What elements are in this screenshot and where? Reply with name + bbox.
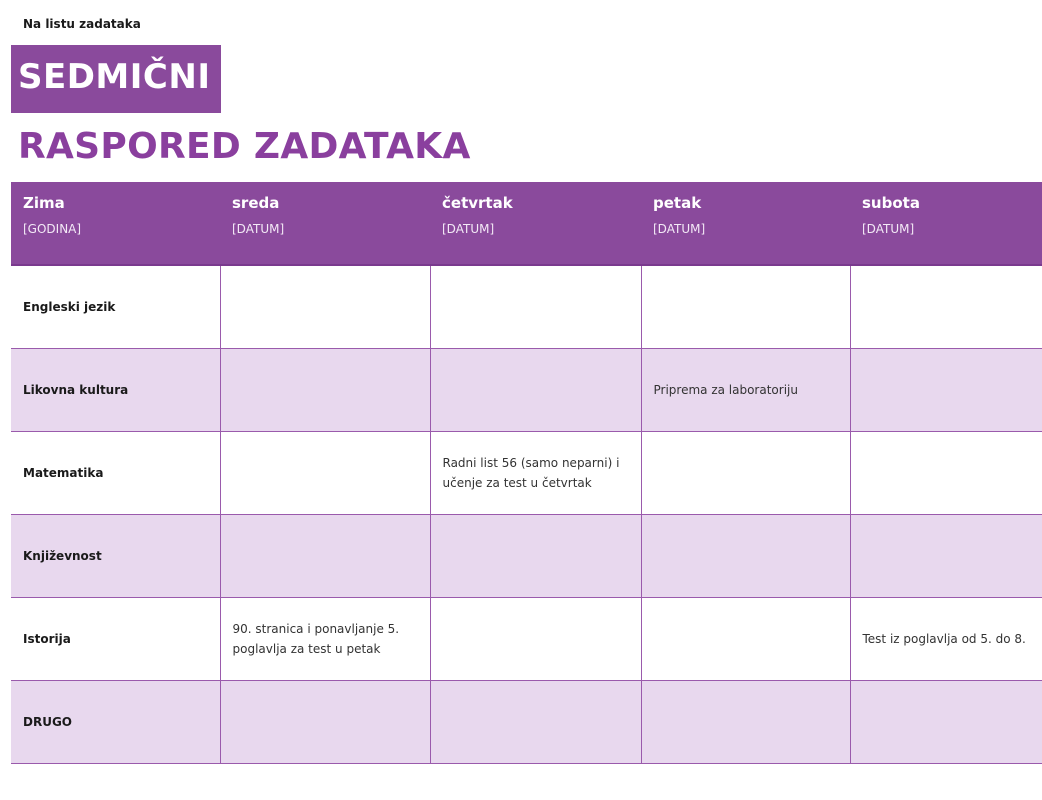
subject-cell[interactable]: Istorija	[11, 597, 220, 680]
task-cell[interactable]	[220, 680, 430, 763]
task-cell[interactable]	[430, 514, 641, 597]
task-cell[interactable]: Test iz poglavlja od 5. do 8.	[850, 597, 1042, 680]
table-row	[11, 348, 1042, 431]
header-day-cell[interactable]	[850, 182, 1042, 265]
date-placeholder: [DATUM]	[653, 222, 706, 236]
page-subtitle: RASPORED ZADATAKA	[18, 126, 471, 167]
task-cell[interactable]	[430, 265, 641, 348]
task-cell[interactable]	[430, 597, 641, 680]
task-cell[interactable]	[641, 680, 850, 763]
task-cell[interactable]	[220, 514, 430, 597]
title-banner	[11, 45, 221, 113]
task-cell[interactable]	[220, 265, 430, 348]
header-row	[11, 182, 1042, 265]
task-cell[interactable]: Radni list 56 (samo neparni) i učenje za test u četvrtak	[430, 431, 641, 514]
year-placeholder: [GODINA]	[23, 222, 82, 236]
subject-cell[interactable]: Književnost	[11, 514, 220, 597]
task-cell[interactable]	[641, 597, 850, 680]
day-name: petak	[653, 194, 702, 212]
date-placeholder: [DATUM]	[442, 222, 495, 236]
header-day-cell[interactable]	[430, 182, 641, 265]
task-cell[interactable]	[641, 265, 850, 348]
header-day-cell[interactable]	[220, 182, 430, 265]
task-cell[interactable]	[220, 348, 430, 431]
table-row	[11, 597, 1042, 680]
day-name: četvrtak	[442, 194, 513, 212]
date-placeholder: [DATUM]	[232, 222, 285, 236]
schedule-table	[11, 182, 1042, 764]
page-title: SEDMIČNI	[18, 57, 211, 97]
task-cell[interactable]	[850, 514, 1042, 597]
task-cell[interactable]: Priprema za laboratoriju	[641, 348, 850, 431]
subject-cell[interactable]: DRUGO	[11, 680, 220, 763]
table-row	[11, 514, 1042, 597]
table-row	[11, 265, 1042, 348]
task-cell[interactable]	[430, 680, 641, 763]
task-cell[interactable]: 90. stranica i ponavljanje 5. poglavlja za test u petak	[220, 597, 430, 680]
task-cell[interactable]	[641, 431, 850, 514]
subject-cell[interactable]: Likovna kultura	[11, 348, 220, 431]
day-name: subota	[862, 194, 920, 212]
header-season-cell[interactable]	[11, 182, 220, 265]
subject-cell[interactable]: Matematika	[11, 431, 220, 514]
table-row	[11, 431, 1042, 514]
task-cell[interactable]	[850, 431, 1042, 514]
task-cell[interactable]	[850, 348, 1042, 431]
season-label: Zima	[23, 194, 65, 212]
task-cell[interactable]	[850, 265, 1042, 348]
day-name: sreda	[232, 194, 280, 212]
subject-cell[interactable]: Engleski jezik	[11, 265, 220, 348]
date-placeholder: [DATUM]	[862, 222, 915, 236]
task-cell[interactable]	[641, 514, 850, 597]
header-day-cell[interactable]	[641, 182, 850, 265]
task-cell[interactable]	[220, 431, 430, 514]
table-row	[11, 680, 1042, 763]
back-to-task-list-link[interactable]: Na listu zadataka	[23, 17, 141, 31]
task-cell[interactable]	[430, 348, 641, 431]
task-cell[interactable]	[850, 680, 1042, 763]
